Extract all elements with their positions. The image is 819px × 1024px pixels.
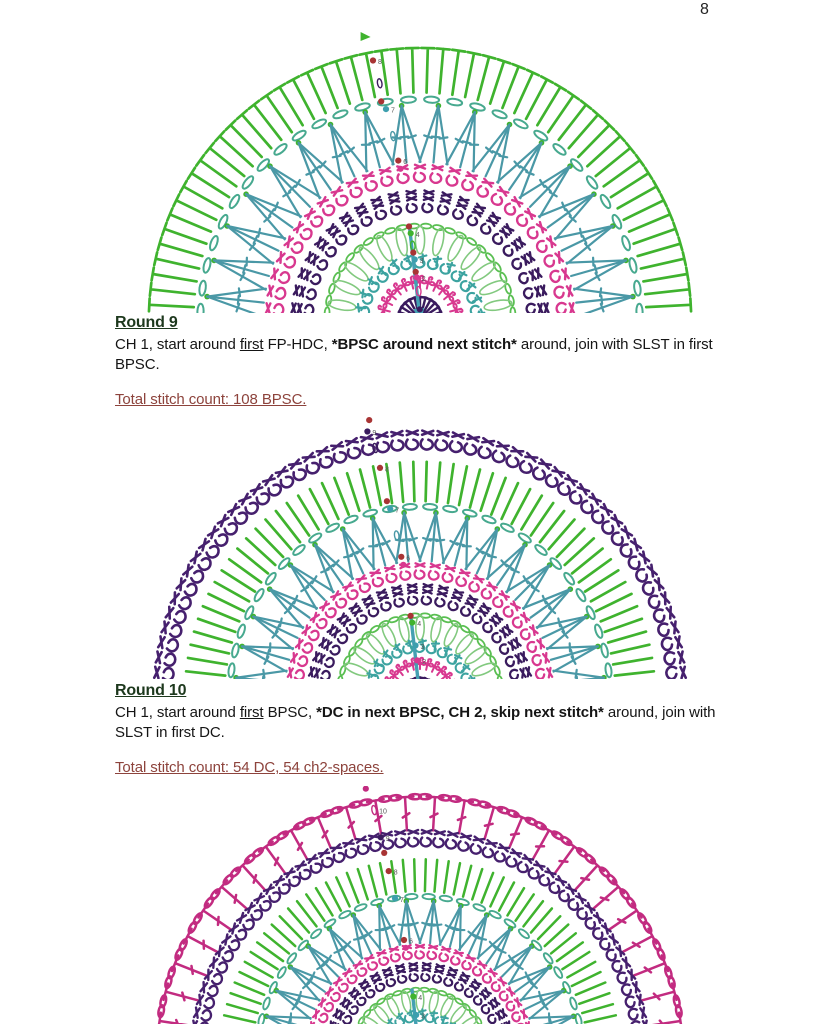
svg-text:7: 7 xyxy=(391,107,395,115)
round-10-section xyxy=(115,682,751,776)
crochet-diagram-after-round-8 xyxy=(90,30,750,313)
svg-text:7: 7 xyxy=(395,507,400,515)
page-number: 8 xyxy=(700,1,709,18)
svg-text:10: 10 xyxy=(379,808,387,816)
svg-text:2: 2 xyxy=(421,275,426,283)
instruction-segment: around, join with SLST in first DC. xyxy=(115,704,716,741)
svg-text:3: 3 xyxy=(421,1013,426,1021)
instruction-segment: FP-HDC, xyxy=(263,336,332,353)
instruction-segment: first xyxy=(239,336,264,353)
round-10-stitch-count: Total stitch count: 54 DC, 54 ch2-spaces. xyxy=(115,759,384,776)
round-9-heading: Round 9 xyxy=(115,314,178,331)
svg-text:6: 6 xyxy=(409,938,413,946)
svg-text:4: 4 xyxy=(417,621,422,629)
round-9-instructions xyxy=(115,335,751,374)
svg-text:3: 3 xyxy=(419,258,424,265)
svg-text:4: 4 xyxy=(415,231,420,239)
instruction-segment: BPSC, xyxy=(263,704,317,721)
round-9-stitch-count: Total stitch count: 108 BPSC. xyxy=(115,391,307,408)
crochet-diagram-after-round-10 xyxy=(70,786,770,1024)
instruction-segment: CH 1, start around xyxy=(115,336,240,353)
instruction-segment: *BPSC around next stitch* xyxy=(331,336,517,353)
crochet-diagram-after-round-10-svg xyxy=(70,786,770,1024)
crochet-diagram-after-round-9 xyxy=(80,413,760,679)
svg-text:2: 2 xyxy=(422,658,427,666)
round-10-instructions xyxy=(115,703,751,742)
svg-text:4: 4 xyxy=(418,995,423,1002)
round-9-section xyxy=(115,314,751,408)
svg-text:8: 8 xyxy=(378,59,382,66)
svg-text:9: 9 xyxy=(372,430,377,437)
instruction-segment: CH 1, start around xyxy=(115,704,240,721)
instruction-segment: *DC in next BPSC, CH 2, skip next stitch* xyxy=(316,704,604,721)
svg-text:7: 7 xyxy=(400,896,404,904)
round-10-heading: Round 10 xyxy=(115,682,187,699)
instruction-segment: around, join with SLST in first BPSC. xyxy=(115,336,713,373)
svg-text:6: 6 xyxy=(403,159,408,167)
svg-text:6: 6 xyxy=(406,555,411,563)
crochet-diagram-after-round-8-svg xyxy=(90,30,750,313)
svg-text:3: 3 xyxy=(420,644,425,651)
svg-text:9: 9 xyxy=(385,835,390,843)
svg-text:8: 8 xyxy=(393,869,398,877)
instruction-segment: first xyxy=(239,704,264,721)
crochet-diagram-after-round-9-svg xyxy=(80,413,760,679)
svg-text:8: 8 xyxy=(385,466,389,474)
